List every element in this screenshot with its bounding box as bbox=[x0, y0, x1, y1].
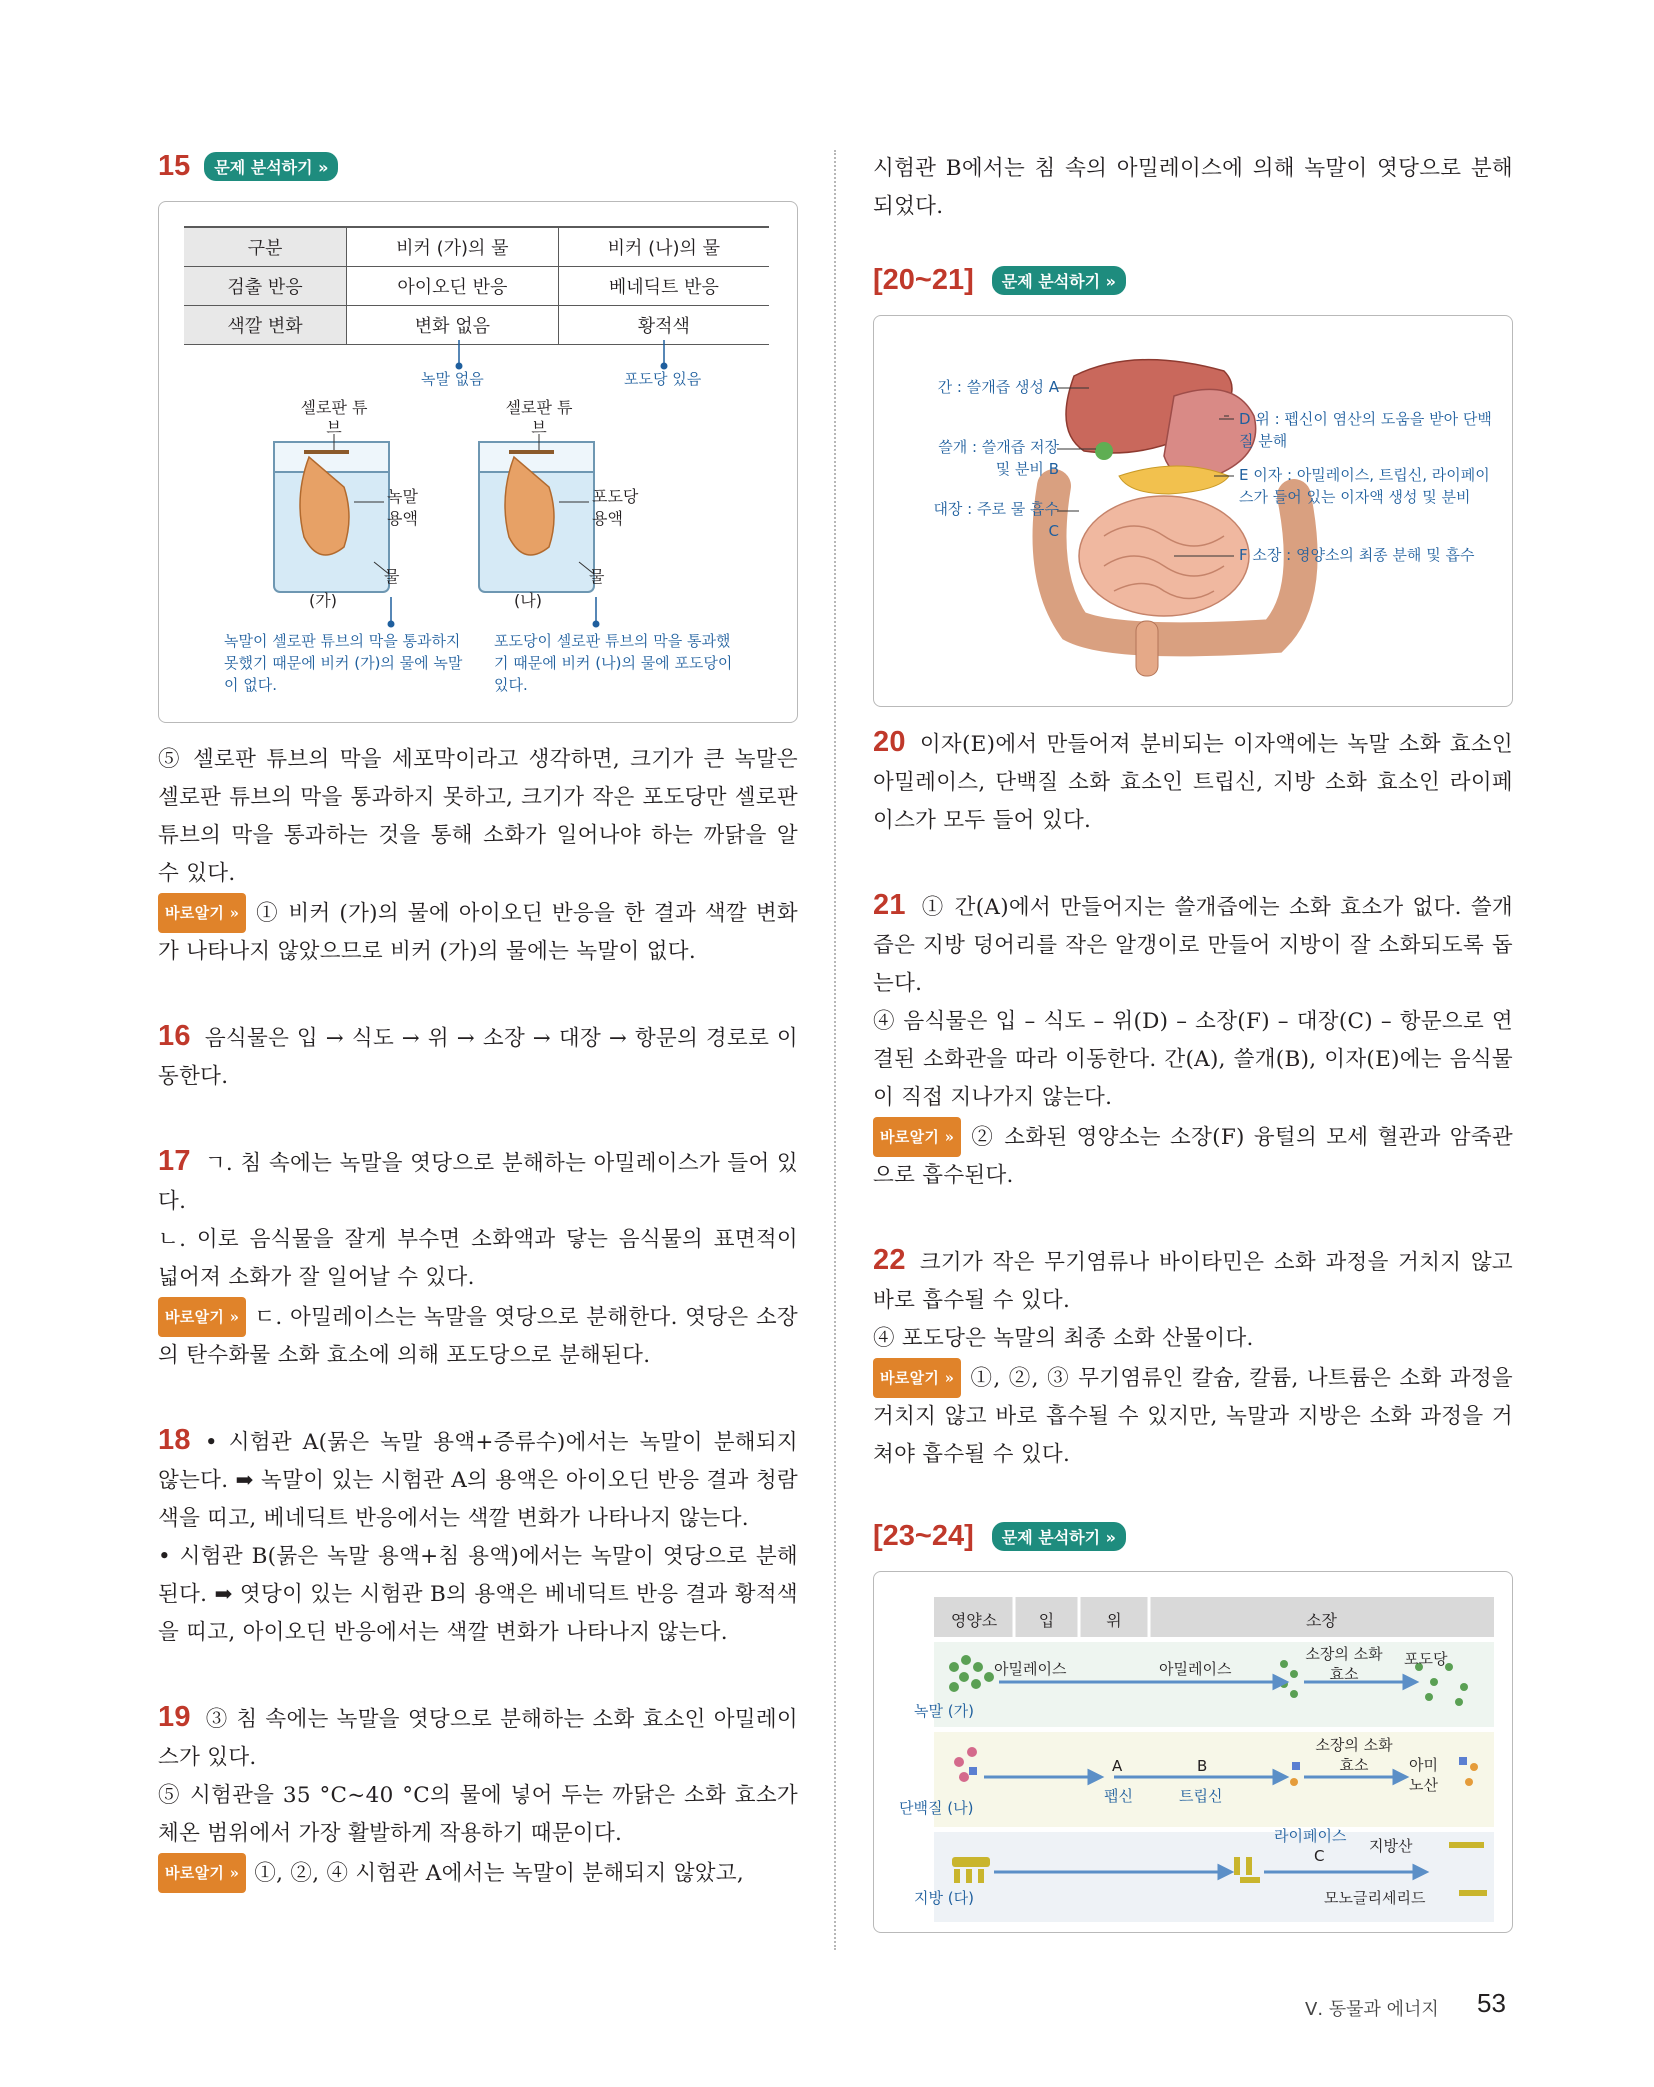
row-protein-name: 단백질 (나) bbox=[899, 1799, 974, 1817]
header-stomach: 위 bbox=[1106, 1611, 1122, 1630]
label-large-intestine-c: 대장 : 주로 물 흡수 C bbox=[933, 500, 1059, 540]
digestive-system-figure bbox=[873, 315, 1513, 707]
q16 bbox=[158, 1017, 798, 1096]
header-mouth: 입 bbox=[1038, 1611, 1055, 1630]
caption-a: (가) bbox=[309, 591, 337, 610]
q17-text-1: ㄱ. 침 속에는 녹말을 엿당으로 분해하는 아밀레이스가 들어 있다. bbox=[158, 1151, 798, 1214]
label-glucose-solution: 포도당 용액 bbox=[592, 487, 639, 528]
enzyme-amylase-pancreas: 아밀레이스 bbox=[1159, 1660, 1232, 1678]
label-gallbladder-b: 쓸개 : 쓸개즙 저장 및 분비 B bbox=[938, 438, 1059, 478]
header-small-intestine: 소장 bbox=[1306, 1611, 1337, 1630]
q19 bbox=[158, 1698, 798, 1893]
q22-text-1: 크기가 작은 무기염류나 바이타민은 소화 과정을 거치지 않고 바로 흡수될 수 있다. bbox=[873, 1250, 1513, 1313]
q21-text-1: ① 간(A)에서 만들어지는 쓸개즙에는 소화 효소가 없다. 쓸개즙은 지방 덩어리를 작은 알갱이로 만들어 지방이 잘 소화되도록 돕는다. bbox=[873, 895, 1513, 996]
table-cell: 색깔 변화 bbox=[184, 306, 347, 345]
q20-number: 20 bbox=[873, 726, 906, 758]
enzyme-b: B bbox=[1197, 1757, 1208, 1775]
fix-badge: 바로알기 » bbox=[873, 1117, 961, 1157]
fix-badge: 바로알기 » bbox=[873, 1358, 961, 1398]
q18-text-2: • 시험관 B(묽은 녹말 용액+침 용액)에서는 녹말이 엿당으로 분해된다. ➡ 엿당이 있는 시험관 B의 용액은 베네딕트 반응 결과 황적색을 띠고, 아이오딘 반응에서는 색깔 변화가 나타나지 않는다. bbox=[158, 1544, 798, 1645]
q17-fix-text: ㄷ. 아밀레이스는 녹말을 엿당으로 분해한다. 엿당은 소장의 탄수화물 소화 효소에 의해 포도당으로 분해된다. bbox=[158, 1305, 798, 1368]
caption-b: (나) bbox=[514, 591, 542, 610]
analysis-badge: 문제 분석하기 » bbox=[992, 266, 1126, 295]
enzyme-intestinal-protein: 소장의 소화 효소 bbox=[1315, 1736, 1393, 1774]
label-cellophane-tube-a: 셀로판 튜브 bbox=[300, 398, 368, 437]
q21 bbox=[873, 886, 1513, 1195]
table-header-cell: 구분 bbox=[184, 227, 347, 267]
q17-fix bbox=[158, 1297, 798, 1375]
row-starch-name: 녹말 (가) bbox=[914, 1702, 974, 1720]
enzyme-lipase: 라이페이스 bbox=[1274, 1827, 1347, 1845]
beaker-b bbox=[479, 442, 594, 592]
label-starch-solution: 녹말 용액 bbox=[387, 487, 418, 528]
label-small-intestine-f: F 소장 : 영양소의 최종 분해 및 흡수 bbox=[1239, 546, 1475, 564]
enzyme-a: A bbox=[1112, 1757, 1123, 1775]
enzyme-trypsin: 트립신 bbox=[1179, 1787, 1223, 1805]
q17-number: 17 bbox=[158, 1145, 191, 1177]
label-cellophane-tube-b: 셀로판 튜브 bbox=[505, 398, 573, 437]
q18-text-1: • 시험관 A(묽은 녹말 용액+증류수)에서는 녹말이 분해되지 않는다. ➡ 녹말이 있는 시험관 A의 용액은 아이오딘 반응 결과 청람색을 띠고, 베네딕트 반응에서는 색깔 변화가 나타나지 않는다. bbox=[158, 1430, 798, 1531]
table-cell: 황적색 bbox=[558, 306, 769, 345]
q2021-header bbox=[873, 264, 1513, 297]
q18-number: 18 bbox=[158, 1424, 191, 1456]
q15-figure bbox=[158, 201, 798, 723]
q2324-header bbox=[873, 1520, 1513, 1553]
note-glucose-present: 포도당 있음 bbox=[624, 370, 702, 388]
q19-fix-text: ①, ②, ④ 시험관 A에서는 녹말이 분해되지 않았고, bbox=[254, 1861, 745, 1886]
q22 bbox=[873, 1241, 1513, 1474]
q2324-range: [23~24] bbox=[873, 1520, 974, 1552]
fix-badge: 바로알기 » bbox=[158, 893, 246, 933]
q17-text-2: ㄴ. 이로 음식물을 잘게 부수면 소화액과 닿는 음식물의 표면적이 넓어져 소화가 잘 일어날 수 있다. bbox=[158, 1227, 798, 1290]
q19-continued: 시험관 B에서는 침 속의 아밀레이스에 의해 녹말이 엿당으로 분해되었다. bbox=[873, 156, 1513, 219]
enzyme-pepsin: 펩신 bbox=[1104, 1787, 1133, 1805]
label-stomach-d: D 위 : 펩신이 염산의 도움을 받아 단백질 분해 bbox=[1239, 410, 1492, 450]
label-liver-a: 간 : 쓸개즙 생성 A bbox=[937, 378, 1059, 396]
q16-number: 16 bbox=[158, 1020, 191, 1052]
q19-number: 19 bbox=[158, 1701, 191, 1733]
q22-number: 22 bbox=[873, 1244, 906, 1276]
product-glucose: 포도당 bbox=[1404, 1650, 1448, 1668]
table-header-cell: 비커 (가)의 물 bbox=[347, 227, 559, 267]
fix-badge: 바로알기 » bbox=[158, 1297, 246, 1337]
q21-fix bbox=[873, 1117, 1513, 1195]
product-amino-acid: 아미노산 bbox=[1409, 1756, 1438, 1794]
table-cell: 아이오딘 반응 bbox=[347, 267, 559, 306]
analysis-badge: 문제 분석하기 » bbox=[992, 1522, 1126, 1551]
beaker-a bbox=[274, 442, 389, 592]
label-water-b: 물 bbox=[589, 567, 605, 586]
fix-badge: 바로알기 » bbox=[158, 1853, 246, 1893]
q15-fix-text: ① 비커 (가)의 물에 아이오딘 반응을 한 결과 색깔 변화가 나타나지 않았으므로 비커 (가)의 물에는 녹말이 없다. bbox=[158, 901, 798, 964]
q15-text: ⑤ 셀로판 튜브의 막을 세포막이라고 생각하면, 크기가 큰 녹말은 셀로판 튜브의 막을 통과하지 못하고, 크기가 작은 포도당만 셀로판 튜브의 막을 통과하는 것을 통해 소화가 일어나야 하는 까닭을 알 수 있다. bbox=[158, 747, 798, 886]
explanation-b: 포도당이 셀로판 튜브의 막을 통과했기 때문에 비커 (나)의 물에 포도당이 있다. bbox=[494, 632, 733, 694]
enzyme-intestinal-starch: 소장의 소화 효소 bbox=[1305, 1645, 1383, 1683]
q15-answer bbox=[158, 741, 798, 971]
table-header-cell: 비커 (나)의 물 bbox=[558, 227, 769, 267]
explanation-a: 녹말이 셀로판 튜브의 막을 통과하지 못했기 때문에 비커 (가)의 물에 녹말이 없다. bbox=[224, 632, 463, 694]
left-column bbox=[158, 150, 798, 1893]
q19-text-2: ⑤ 시험관을 35 °C~40 °C의 물에 넣어 두는 까닭은 소화 효소가 체온 범위에서 가장 활발하게 작용하기 때문이다. bbox=[158, 1783, 798, 1846]
q15-number: 15 bbox=[158, 150, 191, 182]
header-nutrient: 영양소 bbox=[950, 1611, 998, 1630]
label-pancreas-e: E 이자 : 아밀레이스, 트립신, 라이페이스가 들어 있는 이자액 생성 및 분비 bbox=[1239, 466, 1490, 506]
q19-fix bbox=[158, 1853, 798, 1893]
note-no-starch: 녹말 없음 bbox=[421, 370, 484, 388]
page-number: 53 bbox=[1477, 1988, 1506, 2018]
right-column bbox=[873, 150, 1513, 1933]
q17 bbox=[158, 1142, 798, 1375]
q2021-range: [20~21] bbox=[873, 264, 974, 296]
nutrient-digestion-figure bbox=[873, 1571, 1513, 1933]
q19-text-1: ③ 침 속에는 녹말을 엿당으로 분해하는 소화 효소인 아밀레이스가 있다. bbox=[158, 1707, 798, 1770]
product-fatty-acid: 지방산 bbox=[1369, 1837, 1413, 1855]
product-monoglyceride: 모노글리세리드 bbox=[1324, 1889, 1426, 1907]
q15-fix bbox=[158, 893, 798, 971]
q21-fix-text: ② 소화된 영양소는 소장(F) 융털의 모세 혈관과 암죽관으로 흡수된다. bbox=[873, 1125, 1513, 1188]
q22-fix-text: ①, ②, ③ 무기염류인 칼슘, 칼륨, 나트륨은 소화 과정을 거치지 않고 바로 흡수될 수 있지만, 녹말과 지방은 소화 과정을 거쳐야 흡수될 수 있다. bbox=[873, 1366, 1513, 1467]
enzyme-c: C bbox=[1314, 1847, 1325, 1865]
q20 bbox=[873, 723, 1513, 840]
q18 bbox=[158, 1421, 798, 1652]
label-water-a: 물 bbox=[384, 567, 400, 586]
q20-text: 이자(E)에서 만들어져 분비되는 이자액에는 녹말 소화 효소인 아밀레이스, 단백질 소화 효소인 트립신, 지방 소화 효소인 라이페이스가 모두 들어 있다. bbox=[873, 732, 1513, 833]
chapter-footer: Ⅴ. 동물과 에너지 bbox=[1305, 1999, 1439, 2020]
q22-fix bbox=[873, 1358, 1513, 1474]
table-cell: 검출 반응 bbox=[184, 267, 347, 306]
q22-text-2: ④ 포도당은 녹말의 최종 소화 산물이다. bbox=[873, 1326, 1254, 1351]
row-fat-name: 지방 (다) bbox=[914, 1889, 974, 1907]
column-divider bbox=[834, 150, 836, 1950]
q21-number: 21 bbox=[873, 889, 906, 921]
q16-text: 음식물은 입 → 식도 → 위 → 소장 → 대장 → 항문의 경로로 이동한다. bbox=[158, 1026, 798, 1089]
table-cell: 베네딕트 반응 bbox=[558, 267, 769, 306]
q15-header bbox=[158, 150, 798, 183]
analysis-badge: 문제 분석하기 » bbox=[204, 152, 338, 181]
enzyme-amylase-mouth: 아밀레이스 bbox=[994, 1660, 1067, 1678]
q21-text-2: ④ 음식물은 입 – 식도 – 위(D) – 소장(F) – 대장(C) – 항문으로 연결된 소화관을 따라 이동한다. 간(A), 쓸개(B), 이자(E)에는 음식물이 직접 지나가지 않는다. bbox=[873, 1009, 1513, 1110]
table-cell: 변화 없음 bbox=[347, 306, 559, 345]
